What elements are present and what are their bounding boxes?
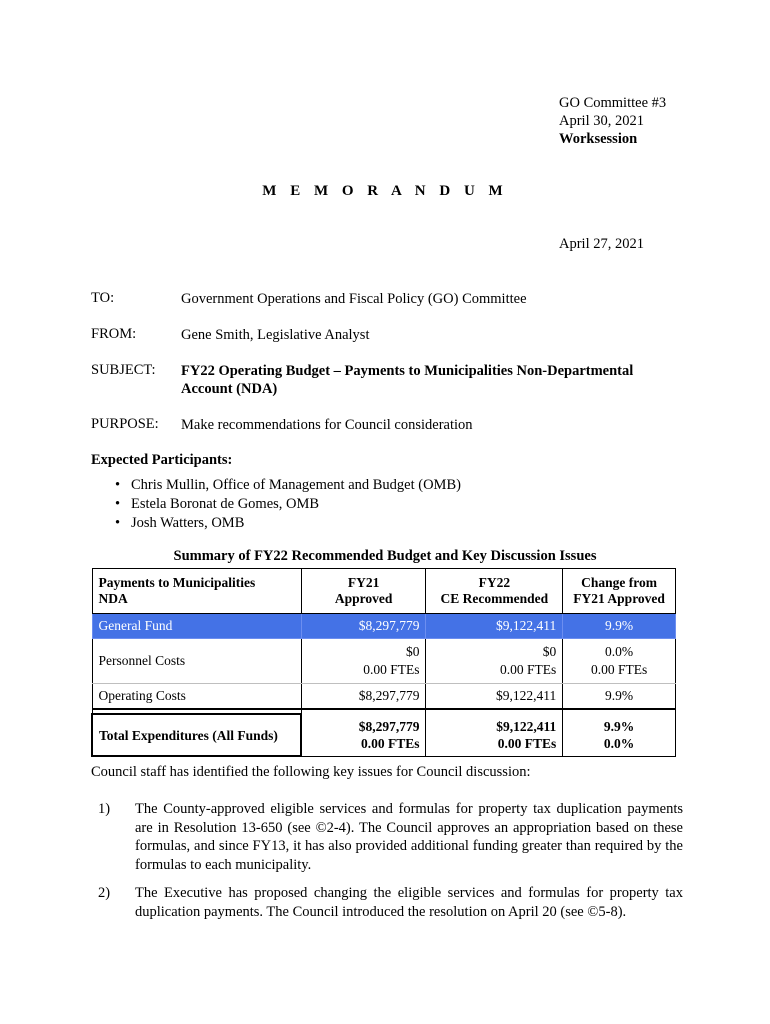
participant-item: • Estela Boronat de Gomes, OMB	[115, 496, 320, 512]
cell-label: General Fund	[92, 614, 301, 639]
table-row-personnel	[92, 639, 676, 684]
budget-summary-table	[91, 568, 676, 757]
participant-item: • Josh Watters, OMB	[115, 515, 245, 531]
to-label: TO:	[91, 290, 115, 306]
to-value: Government Operations and Fiscal Policy (GO) Committee	[181, 291, 527, 307]
list-item: 1) The County-approved eligible services and formulas for property tax duplication payments are in Resolution 13-650 (see ©2-4). The Council approves an appropriation based on these formulas, and since FY13, it has also provided additional funding greater than required by the formulas to each municipality.	[98, 801, 683, 873]
cell-label: Operating Costs	[92, 684, 301, 710]
list-item: 2) The Executive has proposed changing the eligible services and formulas for property tax duplication payments. The Council introduced the resolution on April 20 (see ©5-8).	[98, 885, 683, 920]
cell-fy22: $0 0.00 FTEs	[426, 639, 563, 684]
header-change: Change from FY21 Approved	[563, 569, 676, 614]
committee-label: GO Committee #3	[559, 95, 667, 111]
session-label: Worksession	[559, 131, 638, 147]
cell-change: 9.9% 0.0%	[563, 714, 676, 756]
issues-list	[91, 800, 683, 931]
memo-date: April 27, 2021	[559, 236, 644, 252]
subject-label: SUBJECT:	[91, 362, 156, 378]
cell-label: Total Expenditures (All Funds)	[92, 714, 301, 756]
memo-title: M E M O R A N D U M	[262, 183, 508, 199]
table-row-total	[92, 714, 676, 756]
table-caption: Summary of FY22 Recommended Budget and Key Discussion Issues	[173, 548, 597, 564]
cell-label: Personnel Costs	[92, 639, 301, 684]
header-nda: Payments to Municipalities NDA	[92, 569, 301, 614]
cell-change: 9.9%	[563, 684, 676, 710]
cell-change: 0.0% 0.00 FTEs	[563, 639, 676, 684]
participants-title: Expected Participants:	[91, 452, 233, 468]
bullet-icon: •	[115, 515, 121, 531]
cell-change: 9.9%	[563, 614, 676, 639]
purpose-label: PURPOSE:	[91, 416, 159, 432]
from-label: FROM:	[91, 326, 137, 342]
cell-fy22: $9,122,411 0.00 FTEs	[426, 714, 563, 756]
bullet-icon: •	[115, 496, 121, 512]
bullet-icon: •	[115, 477, 121, 493]
purpose-value: Make recommendations for Council consideration	[181, 417, 473, 433]
issues-intro: Council staff has identified the following key issues for Council discussion:	[91, 764, 531, 780]
table-row-general-fund	[92, 614, 676, 639]
cell-fy22: $9,122,411	[426, 614, 563, 639]
subject-value: FY22 Operating Budget – Payments to Municipalities Non-Departmental Account (NDA)	[181, 363, 634, 397]
meeting-date: April 30, 2021	[559, 113, 644, 129]
table-row-operating	[92, 684, 676, 710]
header-fy22: FY22 CE Recommended	[426, 569, 563, 614]
header-fy21: FY21 Approved	[301, 569, 426, 614]
cell-fy21: $8,297,779	[301, 614, 426, 639]
cell-fy21: $0 0.00 FTEs	[301, 639, 426, 684]
participant-item: • Chris Mullin, Office of Management and Budget (OMB)	[115, 477, 461, 493]
cell-fy22: $9,122,411	[426, 684, 563, 710]
cell-fy21: $8,297,779 0.00 FTEs	[301, 714, 426, 756]
cell-fy21: $8,297,779	[301, 684, 426, 710]
from-value: Gene Smith, Legislative Analyst	[181, 327, 370, 343]
table-header-row	[92, 569, 676, 614]
header-block	[559, 94, 666, 148]
participants-list	[91, 476, 461, 533]
